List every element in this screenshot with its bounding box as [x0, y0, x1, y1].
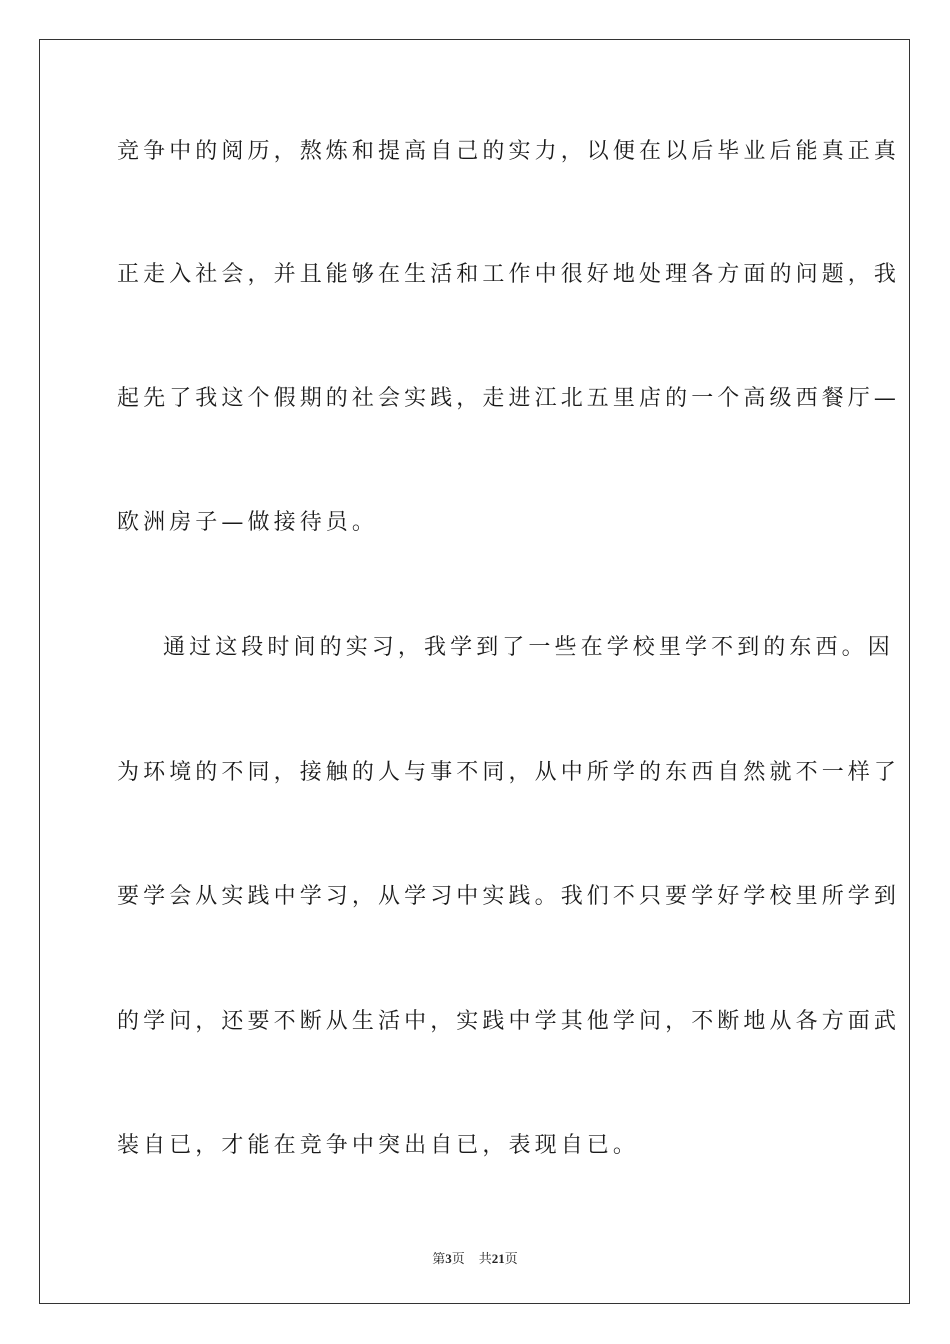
body-text-line: 装自已，才能在竞争中突出自已，表现自已。: [117, 1133, 640, 1158]
page-border: [39, 39, 910, 1304]
body-text-line: 的学问，还要不断从生活中，实践中学其他学问，不断地从各方面武: [117, 1009, 901, 1034]
page-number: 3: [445, 1251, 452, 1266]
body-text-line: 欧洲房子—做接待员。: [117, 510, 379, 535]
total-pages: 21: [491, 1251, 505, 1266]
body-text-line: 要学会从实践中学习，从学习中实践。我们不只要学好学校里所学到: [117, 884, 901, 909]
body-text-line: 为环境的不同，接触的人与事不同，从中所学的东西自然就不一样了: [117, 760, 901, 785]
total-prefix: 共: [478, 1251, 492, 1266]
body-text-line: 通过这段时间的实习，我学到了一些在学校里学不到的东西。因: [163, 635, 894, 660]
page-prefix: 第: [432, 1251, 446, 1266]
page-footer: [0, 1248, 950, 1267]
total-suffix: 页: [504, 1251, 518, 1266]
body-text-line: 起先了我这个假期的社会实践，走进江北五里店的一个高级西餐厅—: [117, 386, 901, 411]
body-text-line: 竞争中的阅历，熬炼和提高自己的实力，以便在以后毕业后能真正真: [117, 139, 901, 164]
page-suffix: 页: [451, 1251, 465, 1266]
body-text-line: 正走入社会，并且能够在生活和工作中很好地处理各方面的问题，我: [117, 262, 901, 287]
